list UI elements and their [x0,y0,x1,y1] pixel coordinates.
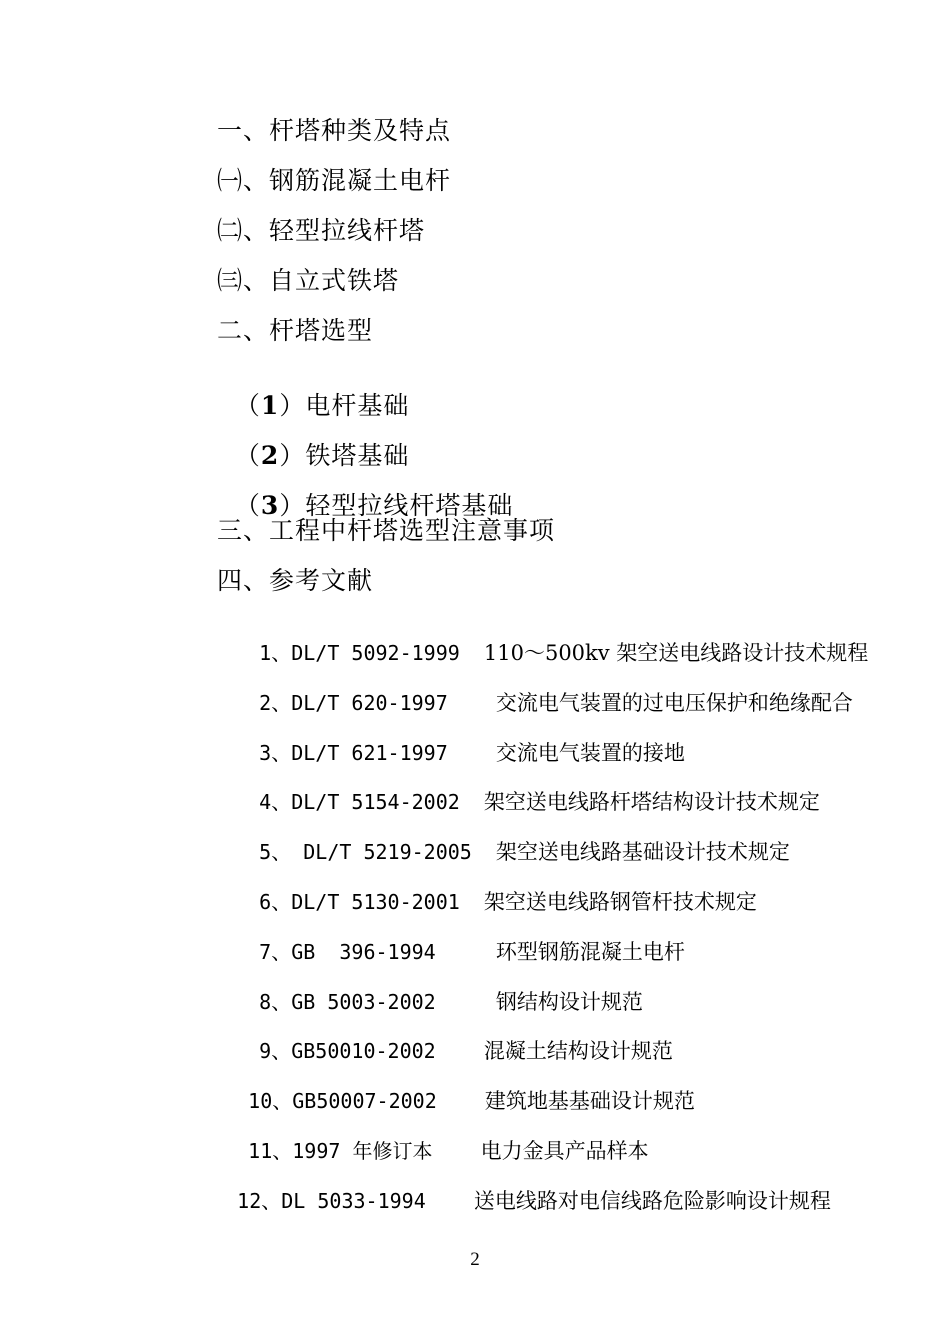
item-number: 3 [260,491,280,520]
reference-code: 7、GB 396-1994 [259,940,496,964]
reference-title: 电力金具产品样本 [480,1139,649,1163]
outline-subheading-1-2: ㈡、轻型拉线杆塔 [217,216,426,245]
outline-subheading-2-3 [217,468,513,518]
item-number: 1 [260,391,280,420]
reference-code: 8、GB 5003-2002 [259,990,496,1014]
reference-code: 2、DL/T 620-1997 [259,691,496,715]
reference-title: 送电线路对电信线路危险影响设计规程 [473,1189,831,1213]
reference-code: 5、 DL/T 5219-2005 [259,840,496,864]
reference-code: 11、1997 年修订本 [248,1139,481,1163]
reference-title: 交流电气装置的接地 [495,741,685,765]
page-number: 2 [470,1249,480,1270]
reference-title: 混凝土结构设计规范 [483,1039,673,1063]
outline-subheading-2-1 [217,368,409,418]
item-text: ）铁塔基础 [279,441,410,470]
outline-heading-4: 四、参考文献 [217,566,374,595]
reference-title: 110～500kv 架空送电线路设计技术规程 [483,641,869,665]
reference-code: 1、DL/T 5092-1999 [259,641,484,665]
reference-title: 建筑地基基础设计规范 [484,1089,695,1113]
outline-subheading-1-1: ㈠、钢筋混凝土电杆 [217,166,452,195]
item-text: ）电杆基础 [279,391,410,420]
paren-open: （ [234,441,261,470]
item-text: ）轻型拉线杆塔基础 [279,491,514,520]
reference-code: 3、DL/T 621-1997 [259,741,496,765]
reference-title: 架空送电线路钢管杆技术规定 [483,890,757,914]
outline-heading-1: 一、杆塔种类及特点 [217,116,452,145]
reference-code: 9、GB50010-2002 [259,1039,484,1063]
item-number: 2 [260,441,280,470]
reference-title: 架空送电线路杆塔结构设计技术规定 [483,790,820,814]
reference-code: 6、DL/T 5130-2001 [259,890,484,914]
reference-title: 架空送电线路基础设计技术规定 [495,840,790,864]
reference-item [189,1171,831,1232]
outline-heading-3: 三、工程中杆塔选型注意事项 [217,516,556,545]
reference-title: 钢结构设计规范 [495,990,643,1014]
reference-code: 12、DL 5033-1994 [237,1189,474,1213]
reference-code: 10、GB50007-2002 [248,1089,485,1113]
outline-subheading-1-3: ㈢、自立式铁塔 [217,266,400,295]
outline-heading-2: 二、杆塔选型 [217,316,374,345]
paren-open: （ [234,491,261,520]
reference-title: 环型钢筋混凝土电杆 [495,940,685,964]
outline-subheading-2-2 [217,418,409,468]
reference-code: 4、DL/T 5154-2002 [259,790,484,814]
paren-open: （ [234,391,261,420]
reference-title: 交流电气装置的过电压保护和绝缘配合 [495,691,853,715]
